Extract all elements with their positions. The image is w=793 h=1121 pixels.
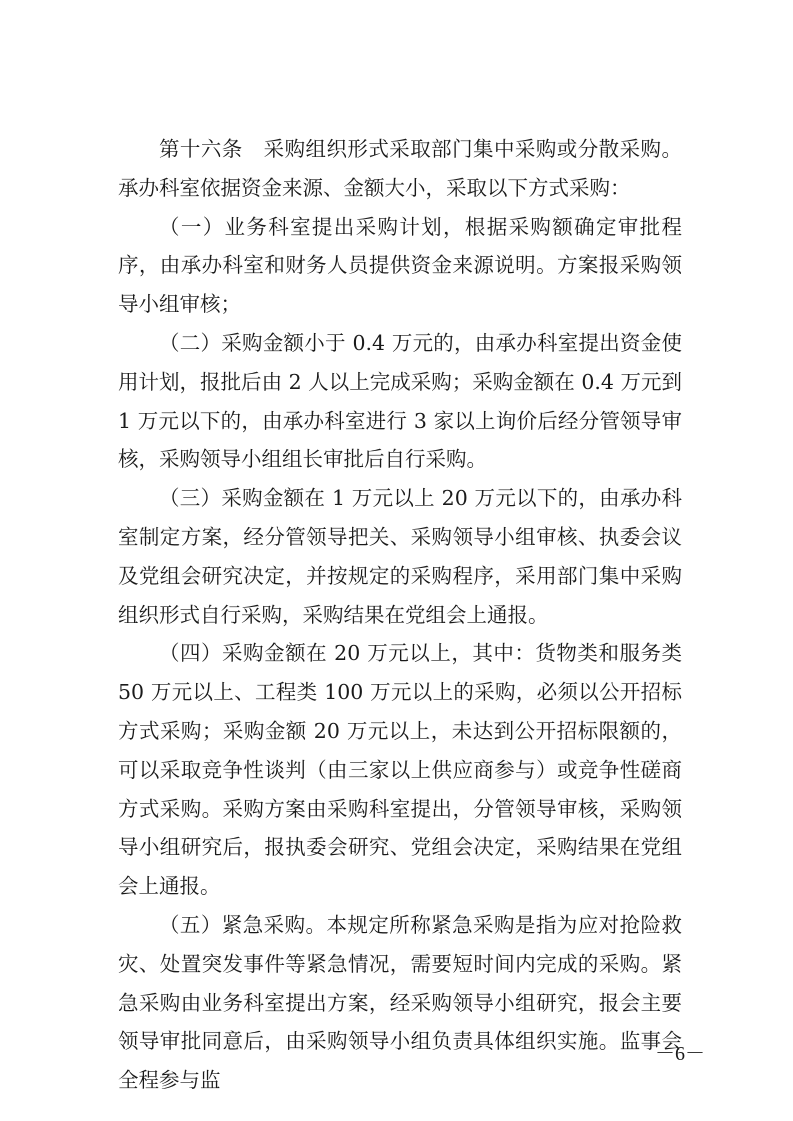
document-body <box>118 130 682 1100</box>
item-2-paragraph: （二）采购金额小于 0.4 万元的，由承办科室提出资金使用计划，报批后由 2 人以上完成采购；采购金额在 0.4 万元到 1 万元以下的，由承办科室进行 3 家以上询价后经分管领导审核，采购领导小组组长审批后自行采购。 <box>118 330 682 472</box>
item-5-paragraph: （五）紧急采购。本规定所称紧急采购是指为应对抢险救灾、处置突发事件等紧急情况，需要短时间内完成的采购。紧急采购由业务科室提出方案，经采购领导小组研究，报会主要领导审批同意后，由采购领导小组负责具体组织实施。监事会全程参与监 <box>118 912 682 1093</box>
item-1-paragraph: （一）业务科室提出采购计划，根据采购额确定审批程序，由承办科室和财务人员提供资金来源说明。方案报采购领导小组审核； <box>118 214 682 317</box>
page-number: －6－ <box>655 1043 705 1065</box>
item-4-paragraph: （四）采购金额在 20 万元以上，其中：货物类和服务类 50 万元以上、工程类 100 万元以上的采购，必须以公开招标方式采购；采购金额 20 万元以上，未达到公开招标限额的，可以采取竞争性谈判（由三家以上供应商参与）或竞争性磋商方式采购。采购方案由采购科室提出，分管领导审核，采购领导小组研究后，报执委会研究、党组会决定，采购结果在党组会上通报。 <box>118 641 682 899</box>
item-3-paragraph: （三）采购金额在 1 万元以上 20 万元以下的，由承办科室制定方案，经分管领导把关、采购领导小组审核、执委会议及党组会研究决定，并按规定的采购程序，采用部门集中采购组织形式自行采购，采购结果在党组会上通报。 <box>118 486 682 627</box>
article-16-paragraph: 第十六条 采购组织形式采取部门集中采购或分散采购。承办科室依据资金来源、金额大小，采取以下方式采购： <box>118 137 682 200</box>
